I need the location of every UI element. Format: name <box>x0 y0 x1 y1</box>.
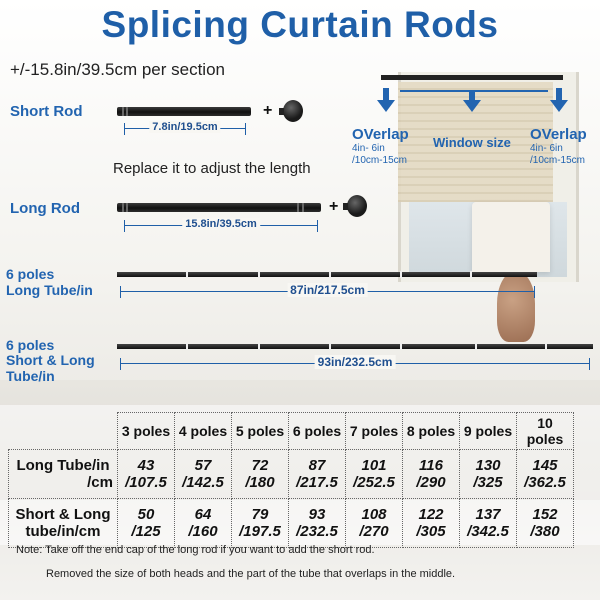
table-header-row <box>9 413 574 450</box>
table-cell: 108 /270 <box>346 499 403 548</box>
table-header: 5 poles <box>232 413 289 450</box>
end-cap-icon <box>283 100 303 122</box>
overlap-left-title: OVerlap <box>352 126 409 143</box>
window-size-arrow-icon <box>463 100 481 112</box>
table-cell: 72 /180 <box>232 450 289 499</box>
page-title: Splicing Curtain Rods <box>101 4 499 45</box>
table-header: 8 poles <box>403 413 460 450</box>
size-table <box>8 412 574 548</box>
row-label <box>9 499 118 548</box>
long-rod-label: Long Rod <box>10 200 80 217</box>
table-cell: 50 /125 <box>118 499 175 548</box>
row-label-line: /cm <box>87 474 113 491</box>
window-size-arrow-stem <box>469 92 475 100</box>
section-length-note: +/-15.8in/39.5cm per section <box>10 60 225 79</box>
window-size-label: Window size <box>433 135 511 150</box>
table-header: 10 poles <box>517 413 574 450</box>
overlap-right-title: OVerlap <box>530 126 587 143</box>
six-short-long-label-3: Tube/in <box>6 368 55 384</box>
six-long-label-2: Long Tube/in <box>6 282 93 298</box>
table-cell: 116 /290 <box>403 450 460 499</box>
six-long-label-1: 6 poles <box>6 266 55 282</box>
six-long-dimension-text: 87in/217.5cm <box>287 283 368 297</box>
plus-sign-2: + <box>329 198 339 215</box>
table-cell: 152 /380 <box>517 499 574 548</box>
overlap-left-arrow-icon <box>377 100 395 112</box>
row-label-line: tube/in/cm <box>25 523 101 540</box>
table-cell: 57 /142.5 <box>175 450 232 499</box>
long-rod-dimension <box>124 218 318 234</box>
adjust-length-note: Replace it to adjust the length <box>113 160 311 177</box>
table-cell: 93 /232.5 <box>289 499 346 548</box>
overlap-left-range-in: 4in- 6in <box>352 143 385 154</box>
overlap-right-range-cm: /10cm-15cm <box>530 155 586 166</box>
lamp-base-illustration <box>497 272 535 342</box>
end-cap-icon-2 <box>347 195 367 217</box>
table-cell: 145 /362.5 <box>517 450 574 499</box>
six-short-long-dimension-text: 93in/232.5cm <box>315 355 396 369</box>
table-cell: 130 /325 <box>460 450 517 499</box>
six-short-long-dimension <box>120 356 590 372</box>
table-cell: 64 /160 <box>175 499 232 548</box>
table-header: 4 poles <box>175 413 232 450</box>
table-header: 6 poles <box>289 413 346 450</box>
table-header: 9 poles <box>460 413 517 450</box>
row-label <box>9 450 118 499</box>
table-cell: 122 /305 <box>403 499 460 548</box>
long-rod-image <box>117 203 321 212</box>
short-rod-dimension <box>124 121 246 137</box>
window-size-line <box>400 90 548 92</box>
lamp-shade-illustration <box>472 202 550 272</box>
six-long-poles-image <box>117 272 537 277</box>
footnote-line-2: Removed the size of both heads and the part of the tube that overlaps in the middle. <box>46 568 456 580</box>
short-rod-label: Short Rod <box>10 103 83 120</box>
window-top-rod <box>381 75 563 80</box>
overlap-right-range-in: 4in- 6in <box>530 143 563 154</box>
table-corner <box>9 413 118 450</box>
table-cell: 43 /107.5 <box>118 450 175 499</box>
table-header: 7 poles <box>346 413 403 450</box>
table-row <box>9 450 574 499</box>
six-short-long-label-2: Short & Long <box>6 352 95 368</box>
table-cell: 137 /342.5 <box>460 499 517 548</box>
table-cell: 87 /217.5 <box>289 450 346 499</box>
six-short-long-poles-image <box>117 344 593 349</box>
row-label-line: Short & Long <box>15 506 111 523</box>
row-label-line: Long Tube/in <box>16 457 110 474</box>
table-row <box>9 499 574 548</box>
table-cell: 79 /197.5 <box>232 499 289 548</box>
table-cell: 101 /252.5 <box>346 450 403 499</box>
overlap-right-arrow-stem <box>556 88 562 100</box>
overlap-right-arrow-icon <box>550 100 568 112</box>
short-rod-dimension-text: 7.8in/19.5cm <box>149 121 220 133</box>
overlap-left-range-cm: /10cm-15cm <box>352 155 408 166</box>
footnote-line-1: Note: Take off the end cap of the long rod if you want to add the short rod. <box>16 544 375 556</box>
six-short-long-label-1: 6 poles <box>6 337 55 353</box>
short-rod-image <box>117 107 251 116</box>
long-rod-dimension-text: 15.8in/39.5cm <box>182 218 260 230</box>
plus-sign: + <box>263 102 273 119</box>
six-long-dimension <box>120 284 535 300</box>
overlap-left-arrow-stem <box>383 88 389 100</box>
table-header: 3 poles <box>118 413 175 450</box>
